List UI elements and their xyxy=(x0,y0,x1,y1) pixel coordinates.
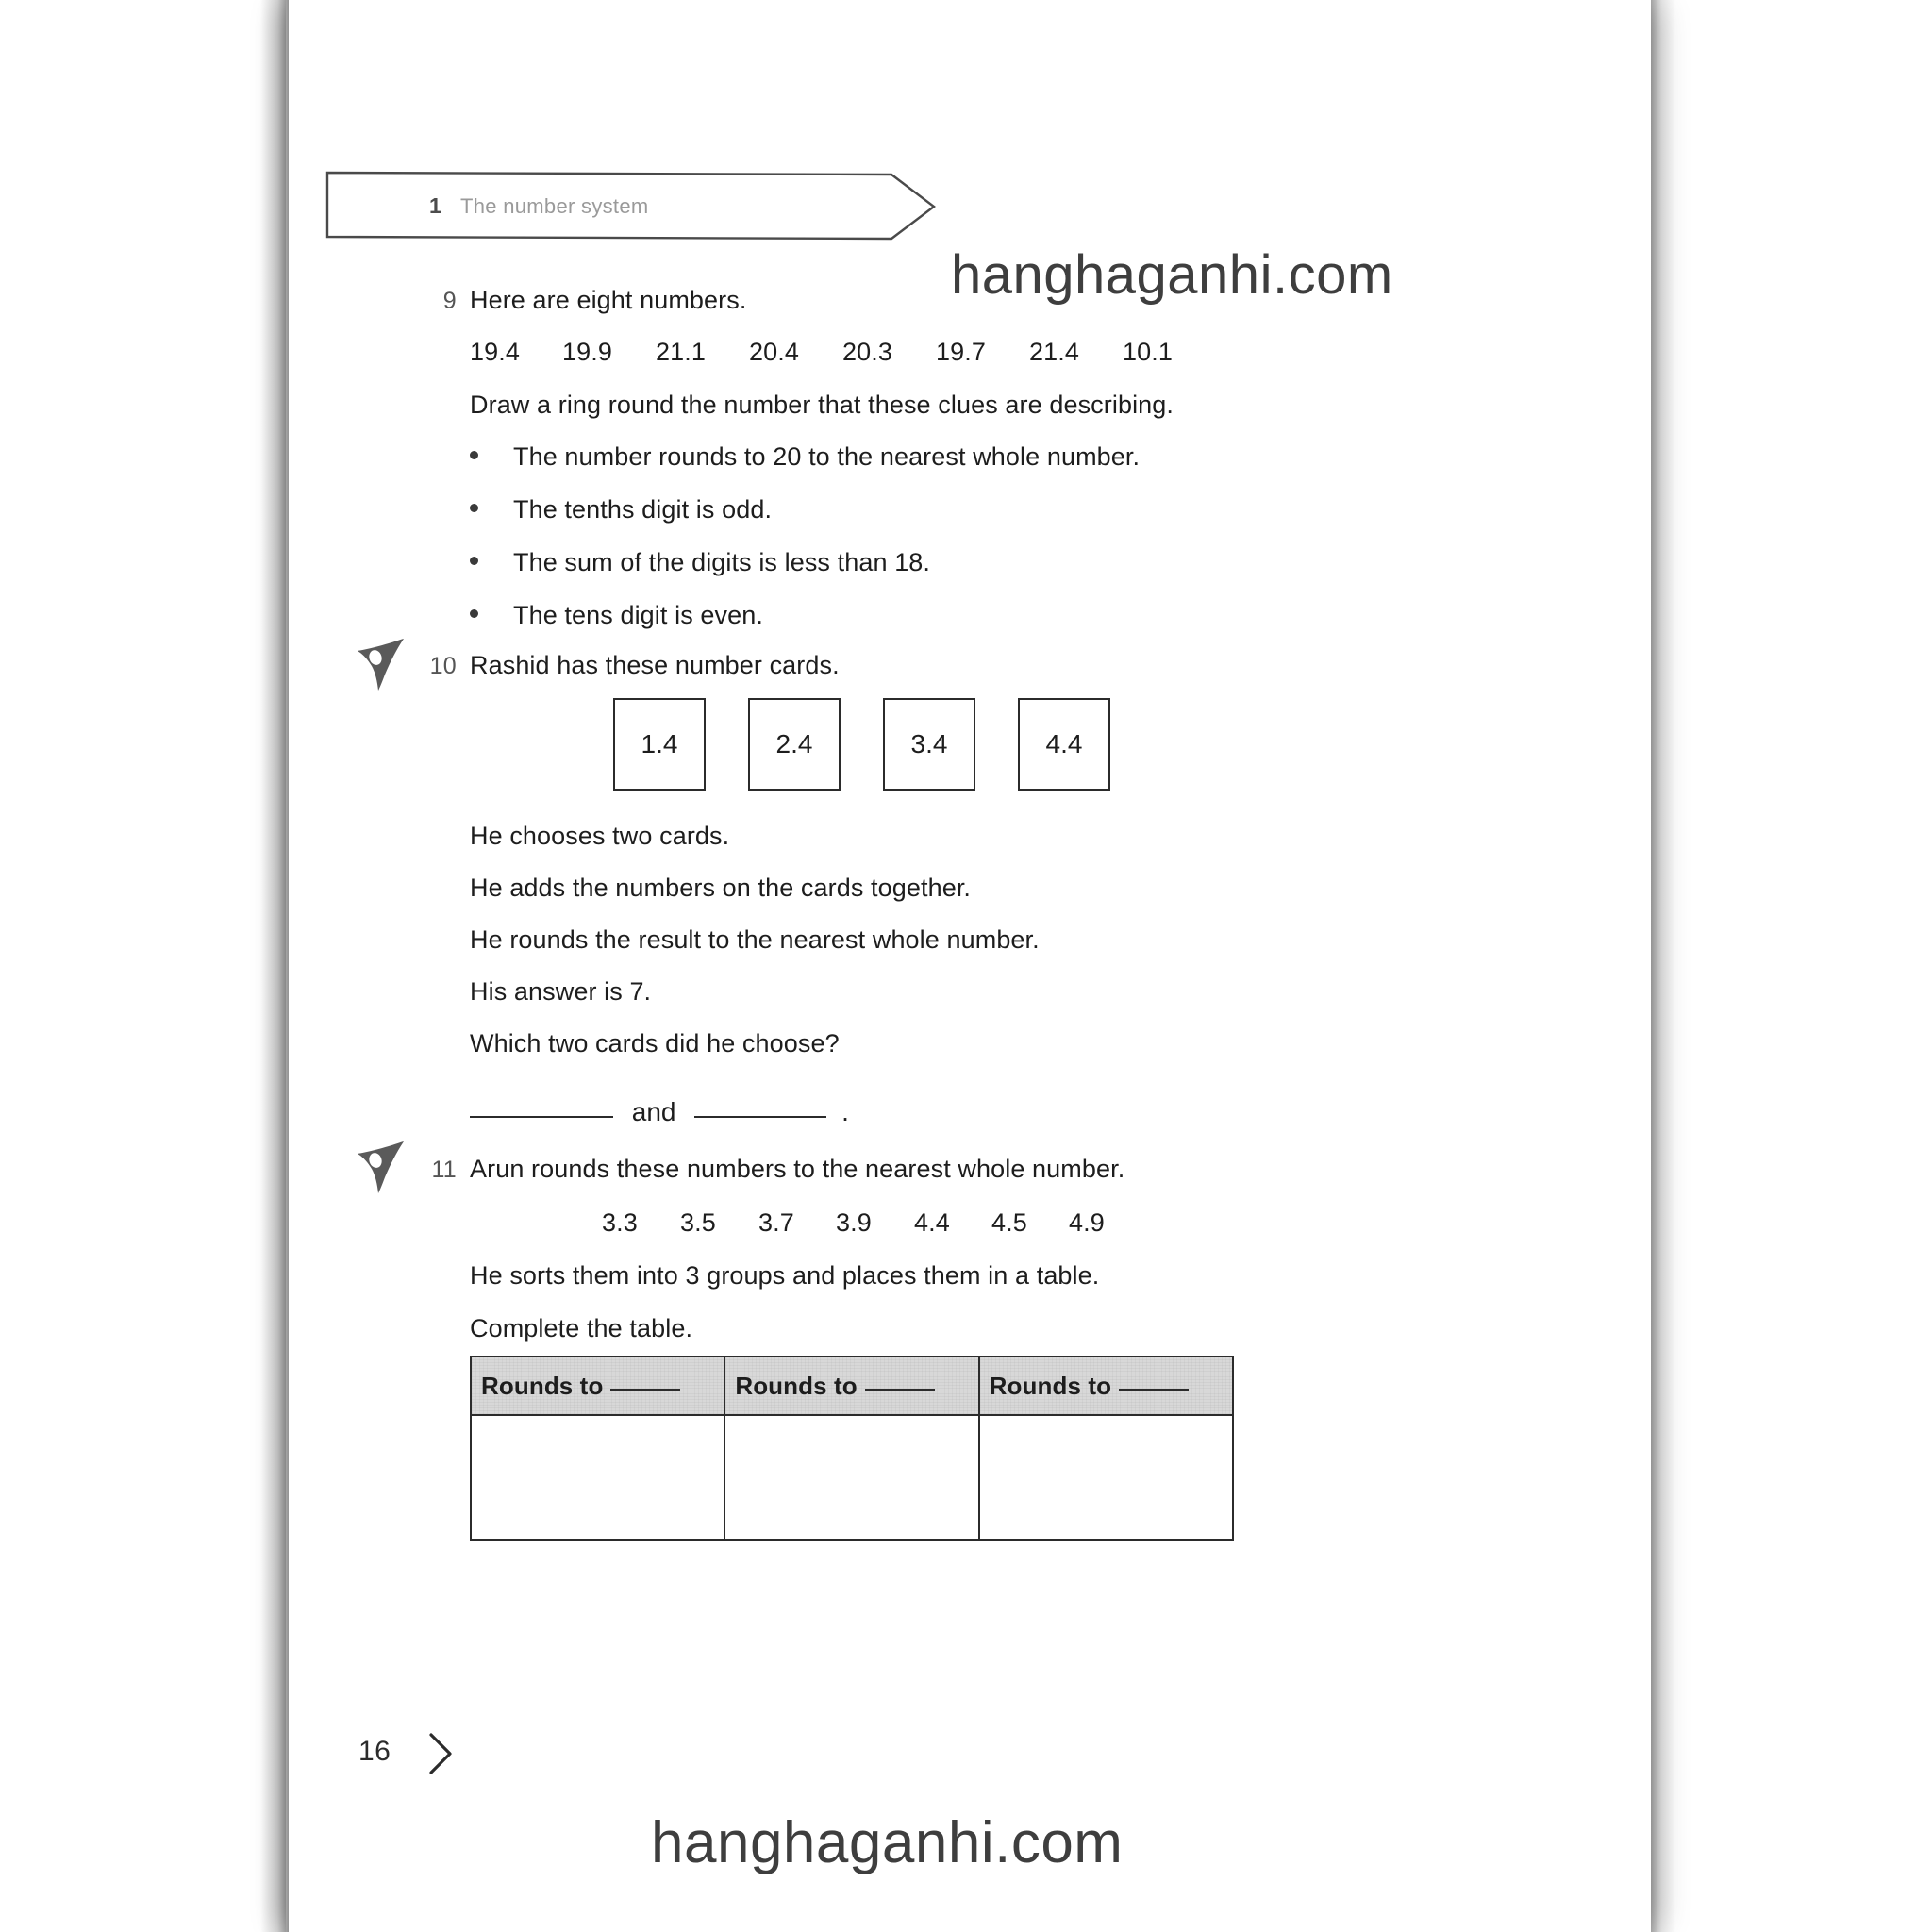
question-number-11: 11 xyxy=(431,1157,457,1183)
answer-blank-1[interactable] xyxy=(470,1115,613,1118)
number-card-value: 3.4 xyxy=(910,729,948,758)
table-answer-cell[interactable] xyxy=(979,1415,1233,1540)
question-10-line-5: Which two cards did he choose? xyxy=(470,1029,840,1058)
rounds-to-table xyxy=(470,1356,1234,1541)
table-answer-cell[interactable] xyxy=(471,1415,724,1540)
question-10-line-2: He adds the numbers on the cards together. xyxy=(470,874,972,902)
question-9-instruction: Draw a ring round the number that these clues are describing. xyxy=(470,391,1174,419)
page-left-gutter-shadow xyxy=(260,0,289,1932)
question-10-card-row xyxy=(613,698,1141,802)
q9-number-3: 20.4 xyxy=(749,338,799,366)
q11-number-6: 4.9 xyxy=(1069,1208,1105,1237)
clue-text: The number rounds to 20 to the nearest whole number. xyxy=(513,442,1141,471)
table-header-cell xyxy=(724,1357,978,1415)
table-header-row xyxy=(471,1357,1233,1415)
number-card-value: 4.4 xyxy=(1045,729,1083,758)
table-header-cell xyxy=(979,1357,1233,1415)
unit-number: 1 xyxy=(429,193,441,218)
q11-number-4: 4.4 xyxy=(914,1208,950,1237)
header-blank[interactable] xyxy=(610,1388,680,1391)
question-9-clue-4 xyxy=(470,601,763,630)
answer-joiner: and xyxy=(631,1097,676,1126)
question-11-number-list xyxy=(602,1208,1105,1238)
number-card xyxy=(613,698,706,791)
question-number-10: 10 xyxy=(429,653,457,679)
clue-text: The tenths digit is odd. xyxy=(513,495,773,524)
header-blank[interactable] xyxy=(1119,1388,1189,1391)
question-10-answer-line[interactable] xyxy=(470,1097,849,1127)
number-card xyxy=(1018,698,1110,791)
q11-number-5: 4.5 xyxy=(991,1208,1027,1237)
page-right-gutter-shadow xyxy=(1651,0,1675,1932)
answer-terminator: . xyxy=(841,1097,849,1126)
bullet-icon xyxy=(470,557,478,565)
question-9-clue-3 xyxy=(470,548,930,577)
banner-arrow-shape xyxy=(325,168,976,245)
q9-number-5: 19.7 xyxy=(936,338,986,366)
q11-number-0: 3.3 xyxy=(602,1208,638,1237)
challenge-arrow-icon xyxy=(357,1140,408,1194)
table-header-cell xyxy=(471,1357,724,1415)
q9-number-2: 21.1 xyxy=(656,338,706,366)
clue-text: The tens digit is even. xyxy=(513,601,763,629)
watermark-top: hanghaganhi.com xyxy=(951,244,1393,306)
table-header-label: Rounds to xyxy=(735,1371,858,1400)
q9-number-4: 20.3 xyxy=(842,338,892,366)
table-header-label: Rounds to xyxy=(481,1371,604,1400)
answer-blank-2[interactable] xyxy=(694,1115,826,1118)
question-10-line-1: He chooses two cards. xyxy=(470,822,730,850)
question-number-9: 9 xyxy=(442,288,457,314)
challenge-arrow-icon xyxy=(357,637,408,691)
bullet-icon xyxy=(470,504,478,512)
q9-number-0: 19.4 xyxy=(470,338,520,366)
page-number: 16 xyxy=(358,1736,391,1767)
question-9-number-list xyxy=(470,338,1173,367)
clue-text: The sum of the digits is less than 18. xyxy=(513,548,931,576)
question-10-line-3: He rounds the result to the nearest whole number. xyxy=(470,925,1040,954)
question-11-line-1: He sorts them into 3 groups and places them in a table. xyxy=(470,1261,1100,1290)
watermark-bottom: hanghaganhi.com xyxy=(651,1810,1124,1875)
question-10-line-4: His answer is 7. xyxy=(470,977,652,1006)
question-9-clue-2 xyxy=(470,495,772,525)
question-9-prompt: Here are eight numbers. xyxy=(470,286,747,314)
q9-number-6: 21.4 xyxy=(1029,338,1079,366)
header-blank[interactable] xyxy=(865,1388,935,1391)
q9-number-1: 19.9 xyxy=(562,338,612,366)
bullet-icon xyxy=(470,451,478,459)
number-card xyxy=(748,698,841,791)
running-head-banner xyxy=(325,168,976,245)
bullet-icon xyxy=(470,609,478,618)
q11-number-2: 3.7 xyxy=(758,1208,794,1237)
question-11-prompt: Arun rounds these numbers to the nearest whole number. xyxy=(470,1155,1125,1183)
number-card xyxy=(883,698,975,791)
q11-number-1: 3.5 xyxy=(680,1208,716,1237)
table-header-label: Rounds to xyxy=(989,1371,1112,1400)
question-11-line-2: Complete the table. xyxy=(470,1314,693,1342)
chevron-right-icon[interactable] xyxy=(425,1732,457,1775)
table-row xyxy=(471,1415,1233,1540)
table-answer-cell[interactable] xyxy=(724,1415,978,1540)
number-card-value: 1.4 xyxy=(641,729,678,758)
number-card-value: 2.4 xyxy=(775,729,813,758)
unit-title: The number system xyxy=(460,194,649,218)
q9-number-7: 10.1 xyxy=(1123,338,1173,366)
question-10-prompt: Rashid has these number cards. xyxy=(470,651,840,679)
question-9-clue-1 xyxy=(470,442,1140,472)
q11-number-3: 3.9 xyxy=(836,1208,872,1237)
